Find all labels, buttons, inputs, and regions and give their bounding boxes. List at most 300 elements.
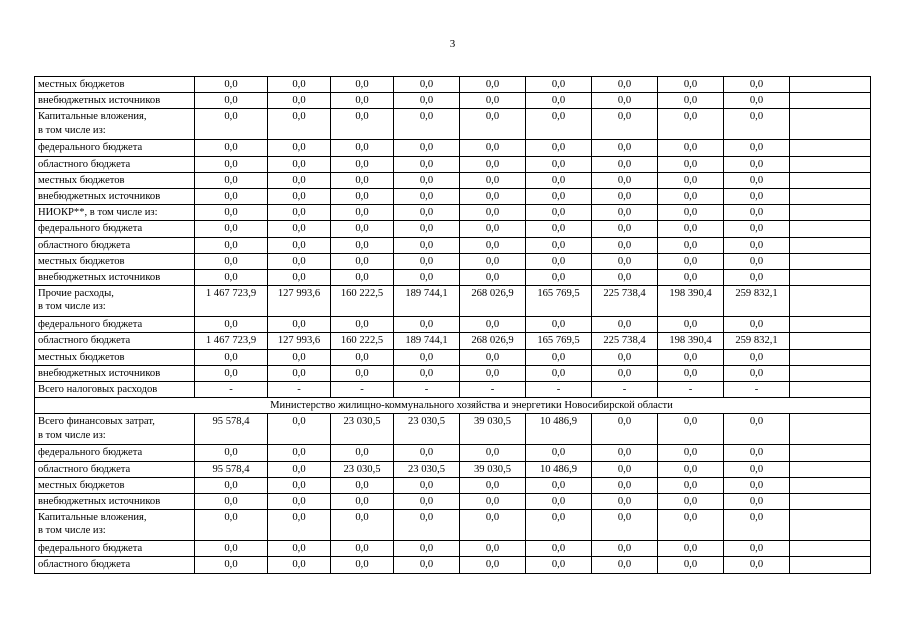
value-cell: - xyxy=(268,382,331,398)
value-cell: 0,0 xyxy=(195,557,268,573)
value-cell: 0,0 xyxy=(394,445,460,461)
value-cell: 0,0 xyxy=(460,349,526,365)
value-cell: 0,0 xyxy=(658,237,724,253)
value-cell: 0,0 xyxy=(268,477,331,493)
value-cell: 0,0 xyxy=(526,221,592,237)
empty-cell xyxy=(790,541,871,557)
value-cell: 0,0 xyxy=(195,510,268,541)
table-row xyxy=(35,333,871,349)
value-cell: 0,0 xyxy=(331,253,394,269)
row-label xyxy=(35,189,195,205)
value-cell: 0,0 xyxy=(658,510,724,541)
value-cell: 0,0 xyxy=(460,541,526,557)
empty-cell xyxy=(790,189,871,205)
row-label-line: федерального бюджета xyxy=(38,319,143,331)
value-cell: 0,0 xyxy=(724,414,790,445)
row-label-line: внебюджетных источников xyxy=(38,272,161,284)
empty-cell xyxy=(790,270,871,286)
table-row xyxy=(35,109,871,140)
table-row xyxy=(35,557,871,573)
value-cell: 0,0 xyxy=(195,93,268,109)
row-label-line: местных бюджетов xyxy=(38,79,125,90)
value-cell: 0,0 xyxy=(526,189,592,205)
value-cell: 0,0 xyxy=(268,494,331,510)
value-cell: - xyxy=(592,382,658,398)
value-cell: 0,0 xyxy=(460,253,526,269)
table-row xyxy=(35,77,871,93)
table-row xyxy=(35,270,871,286)
value-cell: 0,0 xyxy=(268,253,331,269)
value-cell: 0,0 xyxy=(724,445,790,461)
row-label xyxy=(35,253,195,269)
value-cell: 0,0 xyxy=(268,270,331,286)
row-label-line: в том числе из: xyxy=(38,301,106,313)
value-cell: - xyxy=(526,382,592,398)
row-label xyxy=(35,477,195,493)
value-cell: 165 769,5 xyxy=(526,333,592,349)
value-cell: 127 993,6 xyxy=(268,333,331,349)
value-cell: 0,0 xyxy=(526,365,592,381)
value-cell: 259 832,1 xyxy=(724,333,790,349)
row-label-line: областного бюджета xyxy=(38,463,131,475)
value-cell: 165 769,5 xyxy=(526,286,592,317)
value-cell: 0,0 xyxy=(724,317,790,333)
empty-cell xyxy=(790,510,871,541)
value-cell: 0,0 xyxy=(195,221,268,237)
value-cell: 0,0 xyxy=(526,205,592,221)
row-label xyxy=(35,317,195,333)
value-cell: 0,0 xyxy=(195,477,268,493)
value-cell: 0,0 xyxy=(658,156,724,172)
value-cell: 0,0 xyxy=(394,557,460,573)
table-row xyxy=(35,414,871,445)
value-cell: 0,0 xyxy=(592,109,658,140)
table-row xyxy=(35,172,871,188)
value-cell: 0,0 xyxy=(724,253,790,269)
row-label xyxy=(35,237,195,253)
value-cell: 0,0 xyxy=(460,109,526,140)
page-number: 3 xyxy=(449,38,456,50)
value-cell: 0,0 xyxy=(724,93,790,109)
value-cell: 0,0 xyxy=(724,156,790,172)
value-cell: 0,0 xyxy=(394,541,460,557)
value-cell: 0,0 xyxy=(460,317,526,333)
value-cell: 0,0 xyxy=(724,494,790,510)
row-label xyxy=(35,365,195,381)
value-cell: 0,0 xyxy=(526,140,592,156)
row-label-line: федерального бюджета xyxy=(38,223,143,235)
value-cell: 0,0 xyxy=(331,221,394,237)
value-cell: 0,0 xyxy=(268,557,331,573)
value-cell: 0,0 xyxy=(394,349,460,365)
value-cell: 0,0 xyxy=(394,253,460,269)
row-label xyxy=(35,205,195,221)
value-cell: 127 993,6 xyxy=(268,286,331,317)
value-cell: 0,0 xyxy=(331,445,394,461)
value-cell: 0,0 xyxy=(658,189,724,205)
value-cell: 0,0 xyxy=(394,237,460,253)
value-cell: 0,0 xyxy=(724,349,790,365)
empty-cell xyxy=(790,445,871,461)
value-cell: 0,0 xyxy=(331,172,394,188)
row-label xyxy=(35,93,195,109)
value-cell: 0,0 xyxy=(195,317,268,333)
value-cell: 198 390,4 xyxy=(658,286,724,317)
value-cell: 0,0 xyxy=(592,557,658,573)
value-cell: 0,0 xyxy=(658,140,724,156)
value-cell: 0,0 xyxy=(724,77,790,93)
row-label-line: в том числе из: xyxy=(38,429,106,441)
empty-cell xyxy=(790,221,871,237)
value-cell: 23 030,5 xyxy=(394,461,460,477)
empty-cell xyxy=(790,461,871,477)
empty-cell xyxy=(790,93,871,109)
value-cell: 0,0 xyxy=(526,494,592,510)
value-cell: 0,0 xyxy=(526,253,592,269)
row-label xyxy=(35,541,195,557)
value-cell: 0,0 xyxy=(592,365,658,381)
row-label-line: Капитальные вложения, xyxy=(38,111,147,123)
value-cell: 0,0 xyxy=(268,317,331,333)
table-row xyxy=(35,477,871,493)
value-cell: 0,0 xyxy=(394,477,460,493)
value-cell: 0,0 xyxy=(331,77,394,93)
row-label-line: внебюджетных источников xyxy=(38,191,161,203)
value-cell: 0,0 xyxy=(268,237,331,253)
value-cell: 0,0 xyxy=(460,172,526,188)
section-row xyxy=(35,398,871,414)
value-cell: 0,0 xyxy=(331,510,394,541)
value-cell: 0,0 xyxy=(195,541,268,557)
value-cell: 0,0 xyxy=(658,172,724,188)
table-row xyxy=(35,349,871,365)
row-label-line: в том числе из: xyxy=(38,525,106,537)
row-label-line: Капитальные вложения, xyxy=(38,512,147,524)
value-cell: 0,0 xyxy=(268,445,331,461)
value-cell: 0,0 xyxy=(526,317,592,333)
value-cell: 0,0 xyxy=(592,270,658,286)
value-cell: 0,0 xyxy=(195,237,268,253)
row-label xyxy=(35,461,195,477)
value-cell: 0,0 xyxy=(195,140,268,156)
row-label-line: областного бюджета xyxy=(38,158,131,170)
value-cell: 0,0 xyxy=(195,365,268,381)
value-cell: 0,0 xyxy=(195,205,268,221)
empty-cell xyxy=(790,109,871,140)
value-cell: 0,0 xyxy=(592,237,658,253)
row-label xyxy=(35,382,195,398)
row-label-line: Всего финансовых затрат, xyxy=(38,416,155,428)
empty-cell xyxy=(790,333,871,349)
value-cell: 0,0 xyxy=(658,414,724,445)
value-cell: 0,0 xyxy=(526,557,592,573)
empty-cell xyxy=(790,317,871,333)
value-cell: 0,0 xyxy=(195,172,268,188)
value-cell: 0,0 xyxy=(592,221,658,237)
value-cell: 0,0 xyxy=(394,172,460,188)
value-cell: 0,0 xyxy=(724,270,790,286)
value-cell: 189 744,1 xyxy=(394,286,460,317)
value-cell: 198 390,4 xyxy=(658,333,724,349)
row-label-line: внебюджетных источников xyxy=(38,95,161,107)
value-cell: 0,0 xyxy=(394,317,460,333)
value-cell: 0,0 xyxy=(724,205,790,221)
row-label xyxy=(35,445,195,461)
value-cell: 0,0 xyxy=(195,109,268,140)
value-cell: 0,0 xyxy=(460,140,526,156)
row-label-line: местных бюджетов xyxy=(38,479,125,491)
value-cell: 95 578,4 xyxy=(195,461,268,477)
value-cell: 0,0 xyxy=(526,349,592,365)
value-cell: 189 744,1 xyxy=(394,333,460,349)
value-cell: 1 467 723,9 xyxy=(195,286,268,317)
value-cell: - xyxy=(460,382,526,398)
value-cell: 0,0 xyxy=(658,445,724,461)
value-cell: 1 467 723,9 xyxy=(195,333,268,349)
value-cell: 0,0 xyxy=(460,77,526,93)
value-cell: 0,0 xyxy=(592,77,658,93)
row-label xyxy=(35,270,195,286)
empty-cell xyxy=(790,557,871,573)
row-label-line: внебюджетных источников xyxy=(38,496,161,508)
value-cell: 0,0 xyxy=(460,557,526,573)
value-cell: 0,0 xyxy=(268,156,331,172)
empty-cell xyxy=(790,140,871,156)
empty-cell xyxy=(790,477,871,493)
row-label xyxy=(35,510,195,541)
value-cell: 0,0 xyxy=(526,510,592,541)
empty-cell xyxy=(790,253,871,269)
value-cell: 0,0 xyxy=(592,349,658,365)
row-label-line: областного бюджета xyxy=(38,335,131,347)
row-label-line: Всего налоговых расходов xyxy=(38,384,158,396)
table-row xyxy=(35,382,871,398)
value-cell: 10 486,9 xyxy=(526,414,592,445)
table-row xyxy=(35,253,871,269)
value-cell: 0,0 xyxy=(331,109,394,140)
table-row xyxy=(35,494,871,510)
value-cell: 0,0 xyxy=(526,541,592,557)
value-cell: 268 026,9 xyxy=(460,333,526,349)
value-cell: 0,0 xyxy=(331,541,394,557)
value-cell: 23 030,5 xyxy=(394,414,460,445)
value-cell: 0,0 xyxy=(268,414,331,445)
value-cell: 0,0 xyxy=(724,461,790,477)
row-label-line: областного бюджета xyxy=(38,559,131,571)
value-cell: 0,0 xyxy=(460,189,526,205)
financing-table xyxy=(34,76,871,574)
value-cell: 0,0 xyxy=(331,494,394,510)
value-cell: 0,0 xyxy=(658,221,724,237)
empty-cell xyxy=(790,237,871,253)
value-cell: 0,0 xyxy=(658,494,724,510)
value-cell: 0,0 xyxy=(268,172,331,188)
value-cell: 0,0 xyxy=(658,461,724,477)
value-cell: 0,0 xyxy=(526,109,592,140)
value-cell: 0,0 xyxy=(331,349,394,365)
row-label-line: федерального бюджета xyxy=(38,543,143,555)
value-cell: 0,0 xyxy=(268,109,331,140)
value-cell: 39 030,5 xyxy=(460,414,526,445)
value-cell: 0,0 xyxy=(658,93,724,109)
value-cell: 0,0 xyxy=(658,253,724,269)
value-cell: 0,0 xyxy=(331,189,394,205)
value-cell: 0,0 xyxy=(592,253,658,269)
table-row xyxy=(35,140,871,156)
row-label-line: местных бюджетов xyxy=(38,255,125,267)
value-cell: 0,0 xyxy=(724,365,790,381)
row-label-line: НИОКР**, в том числе из: xyxy=(38,207,158,219)
value-cell: 0,0 xyxy=(658,270,724,286)
value-cell: 95 578,4 xyxy=(195,414,268,445)
value-cell: 0,0 xyxy=(195,494,268,510)
value-cell: 0,0 xyxy=(592,461,658,477)
value-cell: 160 222,5 xyxy=(331,286,394,317)
value-cell: 39 030,5 xyxy=(460,461,526,477)
value-cell: 0,0 xyxy=(195,253,268,269)
value-cell: 0,0 xyxy=(658,109,724,140)
value-cell: 0,0 xyxy=(394,221,460,237)
value-cell: 0,0 xyxy=(592,93,658,109)
value-cell: 0,0 xyxy=(331,93,394,109)
table-row xyxy=(35,237,871,253)
value-cell: 0,0 xyxy=(592,172,658,188)
value-cell: 0,0 xyxy=(460,156,526,172)
value-cell: 0,0 xyxy=(394,510,460,541)
value-cell: 160 222,5 xyxy=(331,333,394,349)
value-cell: 0,0 xyxy=(658,77,724,93)
value-cell: 0,0 xyxy=(460,494,526,510)
value-cell: 0,0 xyxy=(460,445,526,461)
row-label xyxy=(35,414,195,445)
value-cell: 0,0 xyxy=(592,494,658,510)
value-cell: 0,0 xyxy=(268,221,331,237)
value-cell: 0,0 xyxy=(268,349,331,365)
table-row xyxy=(35,286,871,317)
value-cell: 0,0 xyxy=(331,477,394,493)
value-cell: 0,0 xyxy=(724,221,790,237)
value-cell: 0,0 xyxy=(195,445,268,461)
value-cell: 0,0 xyxy=(658,541,724,557)
value-cell: - xyxy=(658,382,724,398)
value-cell: 259 832,1 xyxy=(724,286,790,317)
value-cell: 0,0 xyxy=(592,205,658,221)
value-cell: 0,0 xyxy=(394,140,460,156)
row-label-line: местных бюджетов xyxy=(38,351,125,363)
row-label xyxy=(35,77,195,93)
row-label xyxy=(35,109,195,140)
value-cell: 23 030,5 xyxy=(331,414,394,445)
value-cell: 0,0 xyxy=(724,189,790,205)
value-cell: 0,0 xyxy=(724,541,790,557)
value-cell: 0,0 xyxy=(394,189,460,205)
row-label xyxy=(35,557,195,573)
value-cell: 0,0 xyxy=(592,477,658,493)
empty-cell xyxy=(790,156,871,172)
value-cell: 0,0 xyxy=(394,270,460,286)
value-cell: 0,0 xyxy=(195,349,268,365)
value-cell: 0,0 xyxy=(658,477,724,493)
table-row xyxy=(35,510,871,541)
table-row xyxy=(35,189,871,205)
value-cell: 225 738,4 xyxy=(592,333,658,349)
value-cell: 0,0 xyxy=(331,557,394,573)
value-cell: 0,0 xyxy=(724,477,790,493)
value-cell: 0,0 xyxy=(592,156,658,172)
value-cell: 0,0 xyxy=(658,365,724,381)
value-cell: 0,0 xyxy=(268,77,331,93)
value-cell: 0,0 xyxy=(195,270,268,286)
value-cell: 0,0 xyxy=(268,365,331,381)
value-cell: 0,0 xyxy=(526,77,592,93)
value-cell: 0,0 xyxy=(526,172,592,188)
empty-cell xyxy=(790,172,871,188)
value-cell: 0,0 xyxy=(592,317,658,333)
value-cell: 0,0 xyxy=(195,77,268,93)
empty-cell xyxy=(790,205,871,221)
value-cell: 0,0 xyxy=(526,237,592,253)
value-cell: 0,0 xyxy=(724,109,790,140)
value-cell: 268 026,9 xyxy=(460,286,526,317)
section-title: Министерство жилищно-коммунального хозяйства и энергетики Новосибирской области xyxy=(35,398,871,414)
row-label xyxy=(35,221,195,237)
table-row xyxy=(35,205,871,221)
row-label-line: местных бюджетов xyxy=(38,174,125,186)
value-cell: 0,0 xyxy=(724,172,790,188)
value-cell: - xyxy=(724,382,790,398)
row-label xyxy=(35,333,195,349)
table-row xyxy=(35,156,871,172)
value-cell: 0,0 xyxy=(331,270,394,286)
value-cell: 0,0 xyxy=(724,510,790,541)
table-row xyxy=(35,461,871,477)
row-label-line: внебюджетных источников xyxy=(38,367,161,379)
row-label-line: областного бюджета xyxy=(38,239,131,251)
row-label-line: федерального бюджета xyxy=(38,447,143,459)
value-cell: 0,0 xyxy=(268,205,331,221)
value-cell: - xyxy=(195,382,268,398)
value-cell: 0,0 xyxy=(460,221,526,237)
empty-cell xyxy=(790,382,871,398)
value-cell: 0,0 xyxy=(331,205,394,221)
value-cell: 0,0 xyxy=(394,494,460,510)
value-cell: 0,0 xyxy=(658,557,724,573)
value-cell: 0,0 xyxy=(460,237,526,253)
value-cell: 0,0 xyxy=(724,557,790,573)
value-cell: 23 030,5 xyxy=(331,461,394,477)
value-cell: 0,0 xyxy=(592,541,658,557)
empty-cell xyxy=(790,349,871,365)
value-cell: 0,0 xyxy=(268,461,331,477)
value-cell: 0,0 xyxy=(394,93,460,109)
row-label-line: в том числе из: xyxy=(38,124,106,136)
value-cell: 0,0 xyxy=(195,189,268,205)
value-cell: 0,0 xyxy=(394,365,460,381)
value-cell: 0,0 xyxy=(331,317,394,333)
empty-cell xyxy=(790,365,871,381)
value-cell: 0,0 xyxy=(592,445,658,461)
table-row xyxy=(35,221,871,237)
value-cell: 0,0 xyxy=(526,156,592,172)
table-row xyxy=(35,541,871,557)
value-cell: 0,0 xyxy=(195,156,268,172)
value-cell: 0,0 xyxy=(268,189,331,205)
value-cell: - xyxy=(331,382,394,398)
table-row xyxy=(35,317,871,333)
value-cell: 0,0 xyxy=(724,237,790,253)
value-cell: 0,0 xyxy=(394,77,460,93)
value-cell: 0,0 xyxy=(331,365,394,381)
